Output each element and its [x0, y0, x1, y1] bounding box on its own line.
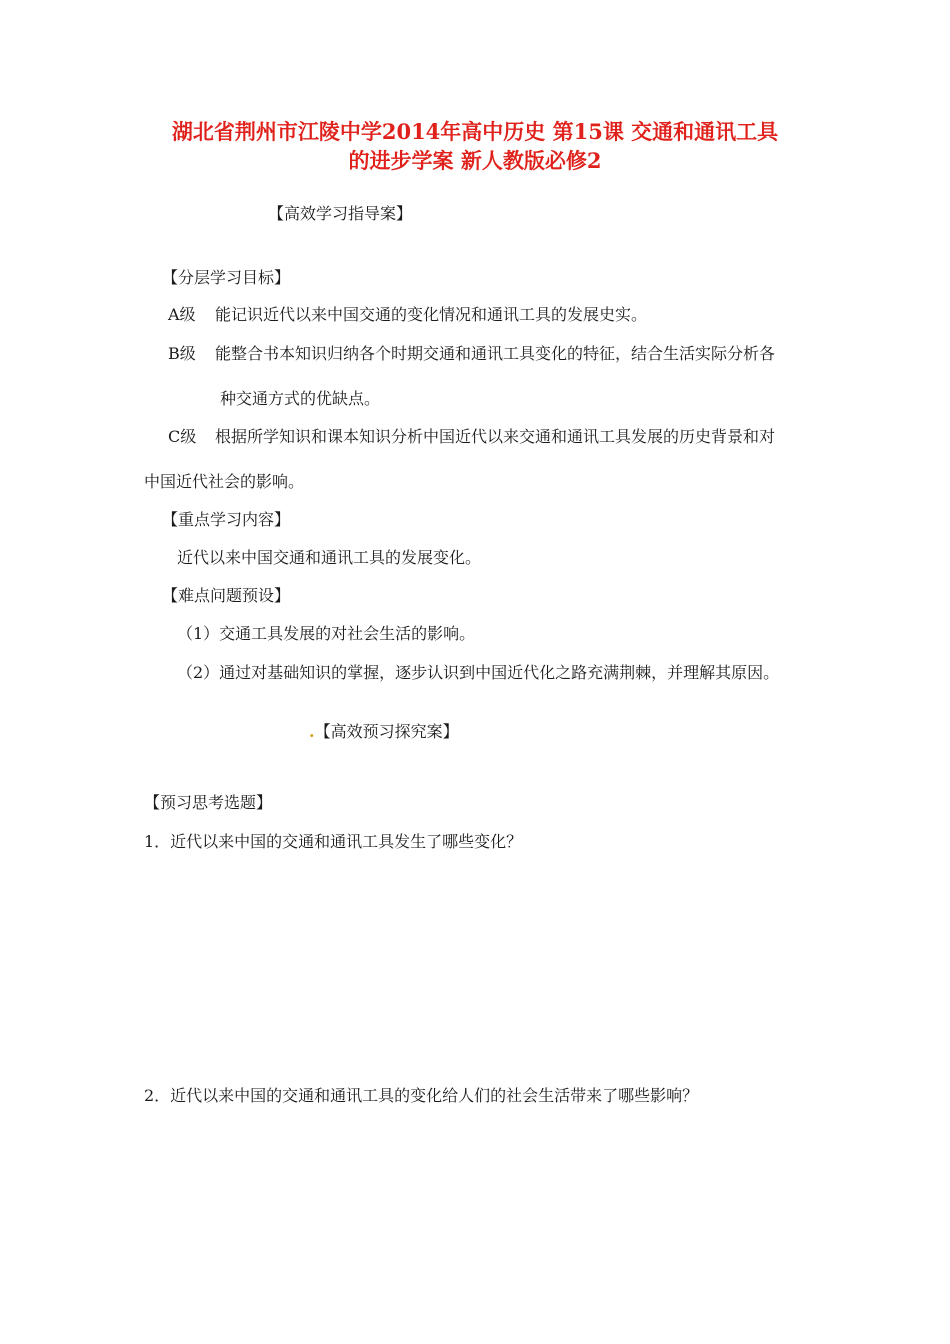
- goal-c-level: C级: [168, 427, 197, 446]
- goal-c-text-continued: 中国近代社会的影响。: [144, 472, 305, 491]
- goal-b-text: 能整合书本知识归纳各个时期交通和通讯工具变化的特征，结合生活实际分析各: [215, 344, 776, 363]
- key-content-text: 近代以来中国交通和通讯工具的发展变化。: [177, 548, 482, 567]
- question-2: 2．近代以来中国的交通和通讯工具的变化给人们的社会生活带来了哪些影响？: [144, 1086, 699, 1105]
- question-1: 1．近代以来中国的交通和通讯工具发生了哪些变化？: [144, 832, 523, 851]
- difficulty-item-2: （2）通过对基础知识的掌握，逐步认识到中国近代化之路充满荆棘，并理解其原因。: [177, 663, 780, 682]
- goal-a-text: 能记识近代以来中国交通的变化情况和通讯工具的发展史实。: [215, 305, 648, 324]
- goal-b-level: B级: [168, 344, 196, 363]
- key-content-heading: 【重点学习内容】: [162, 510, 291, 529]
- difficulties-heading: 【难点问题预设】: [162, 586, 291, 605]
- difficulty-item-1: （1）交通工具发展的对社会生活的影响。: [177, 624, 476, 643]
- goal-a-level: A级: [168, 305, 196, 324]
- document-title-line-2: 的进步学案 新人教版必修2: [348, 148, 602, 173]
- goal-b-text-continued: 种交通方式的优缺点。: [220, 389, 381, 408]
- dot-mark: .: [309, 722, 315, 741]
- goal-c-text: 根据所学知识和课本知识分析中国近代以来交通和通讯工具发展的历史背景和对: [215, 427, 776, 446]
- preview-questions-heading: 【预习思考选题】: [144, 793, 273, 812]
- goals-heading: 【分层学习目标】: [162, 268, 291, 287]
- guide-heading: 【高效学习指导案】: [268, 204, 413, 223]
- document-title-line-1: 湖北省荆州市江陵中学2014年高中历史 第15课 交通和通讯工具: [171, 119, 779, 144]
- preview-heading: [309, 721, 459, 743]
- preview-heading-text: 【高效预习探究案】: [314, 722, 459, 741]
